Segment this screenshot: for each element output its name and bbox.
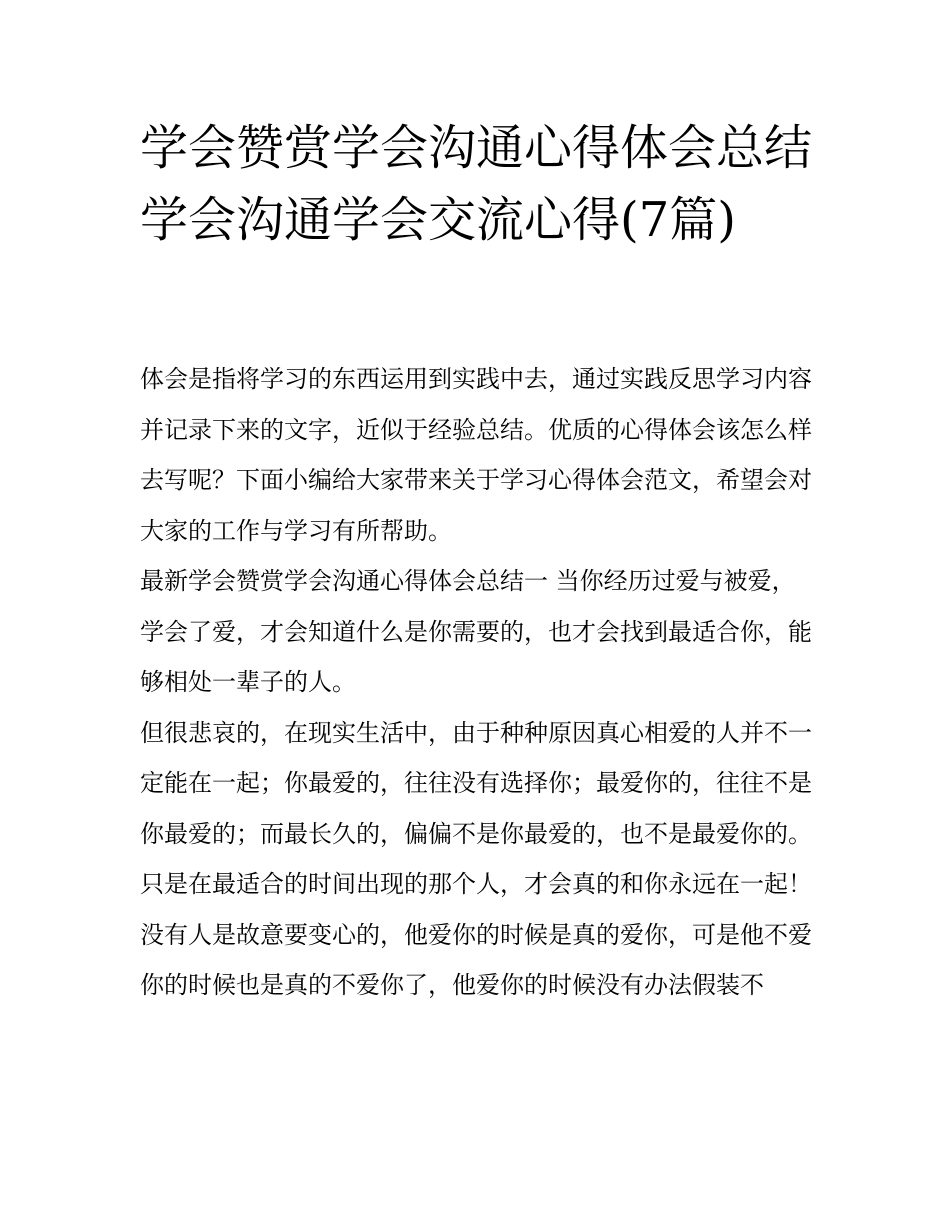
paragraph-4: 没有人是故意要变心的，他爱你的时候是真的爱你，可是他不爱你的时候也是真的不爱你了，他爱你的时候没有办法假装不 <box>140 920 812 999</box>
document-body <box>140 354 812 1011</box>
paragraph-3: 只是在最适合的时间出现的那个人，才会真的和你永远在一起！ <box>140 870 812 898</box>
document-title: 学会赞赏学会沟通心得体会总结 学会沟通学会交流心得(7篇) <box>140 120 813 248</box>
paragraph-1: 最新学会赞赏学会沟通心得体会总结一 当你经历过爱与被爱，学会了爱，才会知道什么是你需要的，也才会找到最适合你，能够相处一辈子的人。 <box>140 567 812 696</box>
paragraph-2: 但很悲哀的，在现实生活中，由于种种原因真心相爱的人并不一定能在一起；你最爱的，往往没有选择你；最爱你的，往往不是你最爱的；而最长久的，偏偏不是你最爱的，也不是最爱你的。 <box>140 718 812 848</box>
paragraph-intro: 体会是指将学习的东西运用到实践中去，通过实践反思学习内容并记录下来的文字，近似于经验总结。优质的心得体会该怎么样去写呢？下面小编给大家带来关于学习心得体会范文，希望会对大家的工作与学习有所帮助。 <box>140 365 812 545</box>
